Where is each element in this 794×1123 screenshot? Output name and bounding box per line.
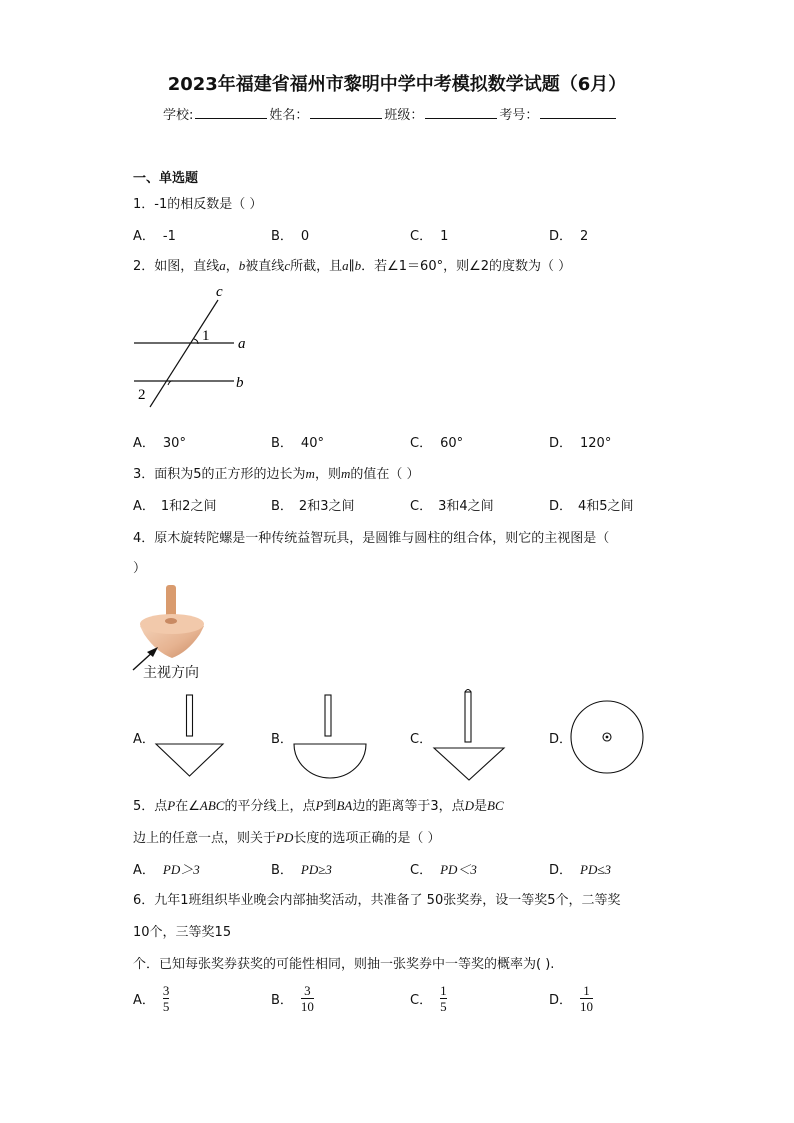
option-value: 4和5之间 [578,499,634,514]
q5-text-part: 5．点 [133,799,168,814]
option-value: 2和3之间 [298,499,355,514]
q1-option-a[interactable] [133,225,176,244]
number-field[interactable] [540,106,616,119]
option-label: C． [410,863,433,878]
question-4-text-line1: 4．原木旋转陀螺是一种传统益智玩具，是圆锥与圆柱的组合体，则它的主视图是（ [133,531,610,546]
q2-var: b [238,258,246,273]
option-label: D． [549,436,573,451]
fraction-numerator: 3 [304,983,311,998]
question-6-text-line1: 6．九年1班组织毕业晚会内部抽奖活动，共准备了 50张奖券，设一等奖5个，二等奖 [133,893,621,908]
q2-text-part: 所截，且 [290,259,343,274]
fraction-denominator: 5 [162,999,170,1014]
option-label: A． [133,993,155,1008]
q2-option-c[interactable] [410,432,463,451]
option-label: D． [549,229,573,244]
option-value: -1 [162,229,176,244]
spinning-top-stem-base [165,618,177,624]
q4-option-c-figure[interactable] [430,686,510,784]
q2-option-b[interactable] [271,432,324,451]
fraction-numerator: 1 [440,983,447,998]
q5-text-part: 到 [323,799,337,814]
q2-var: a∥b [342,258,362,273]
question-6-text-line2: 10个，三等奖15 [133,925,232,940]
question-1-text: 1．-1的相反数是（ ） [133,197,263,212]
q4-option-a-label[interactable]: A． [133,732,155,747]
option-label: C． [410,993,433,1008]
q5-var: BC [487,798,504,813]
q5-text-part: 长度的选项正确的是（ ） [293,831,441,846]
q5-text-part: 是 [474,799,488,814]
label-c: c [216,284,223,300]
q4-option-b-figure[interactable] [291,692,371,782]
option-label: D． [549,499,573,514]
fraction-numerator: 1 [583,983,590,998]
option-fraction [580,983,593,1014]
number-label: 考号： [499,108,539,123]
q5-var: ABC [199,798,225,813]
view-direction-caption: 主视方向 [143,665,199,681]
q5-option-b[interactable] [271,859,332,878]
q4-option-a-figure[interactable] [153,692,227,782]
question-5-text-line1 [133,795,504,814]
option-value: 3和4之间 [438,499,494,514]
student-info-line [163,104,618,123]
q5-text-part: 在∠ [175,799,200,814]
q5-option-a[interactable] [133,859,200,878]
option-value: 30° [162,436,186,451]
option-label: B． [271,993,293,1008]
q3-option-b[interactable] [271,495,354,514]
q2-text-part: ， [225,259,239,274]
option-label: A． [133,436,155,451]
q4-option-b-label[interactable]: B． [271,732,293,747]
option-label: D． [549,863,573,878]
q2-option-d[interactable] [549,432,611,451]
option-fraction [440,983,447,1014]
line-c [150,300,218,407]
q2-option-a[interactable] [133,432,186,451]
q3-text-part: ，则 [314,467,341,482]
label-angle-2: 2 [138,387,146,403]
option-fraction [301,983,314,1014]
page-title: 2023年福建省福州市黎明中学中考模拟数学试题（6月） [167,74,627,95]
option-label: D． [549,993,573,1008]
q2-text-part: ．若∠1＝60°，则∠2的度数为（ ） [361,259,572,274]
fraction-denominator: 5 [440,999,447,1014]
q1-option-b[interactable] [271,225,309,244]
q6-option-b[interactable] [271,983,314,1014]
option-value: 120° [580,436,612,451]
option-value: PD≤3 [580,862,611,877]
q3-option-a[interactable] [133,495,216,514]
q5-text-part: 边上的任意一点，则关于 [133,831,277,846]
q5-var: PD [276,830,294,845]
question-3-text [133,463,419,482]
q3-option-d[interactable] [549,495,634,514]
q4-option-d-label[interactable]: D． [549,732,573,747]
option-value: 1和2之间 [160,499,217,514]
option-label: C． [410,499,433,514]
q5-option-c[interactable] [410,859,477,878]
q4-option-d-figure[interactable] [569,699,647,777]
q2-text-part: 2．如图，直线 [133,259,220,274]
option-label: B． [271,229,293,244]
q2-text-part: 被直线 [245,259,285,274]
label-b: b [236,375,244,391]
option-label: C． [410,229,433,244]
option-label: B． [271,436,293,451]
option-value: 2 [580,229,589,244]
spinning-top-top-face [140,614,204,634]
question-5-text-line2 [133,827,441,846]
school-label: 学校: [163,108,194,123]
option-value: 60° [440,436,464,451]
q5-text-part: 的平分线上，点 [224,799,316,814]
q3-var: m [305,466,315,481]
option-label: A． [133,863,155,878]
q1-option-d[interactable] [549,225,588,244]
fraction-denominator: 10 [580,999,594,1014]
class-label: 班级： [384,108,424,123]
question-2-text [133,255,571,274]
q2-var: a [219,258,226,273]
q5-var: D [464,798,474,813]
option-label: A． [133,499,155,514]
q2-parallel-lines-figure [128,282,258,410]
q5-option-d[interactable] [549,859,611,878]
option-value: 0 [300,229,310,244]
option-label: B． [271,863,293,878]
option-fraction [163,983,170,1014]
name-field[interactable] [310,106,382,119]
q3-text-part: 3．面积为5的正方形的边长为 [133,467,306,482]
label-a: a [238,336,246,352]
option-value: PD≥3 [300,862,332,877]
section-title: 一、单选题 [133,171,199,186]
label-angle-1: 1 [202,328,210,344]
q6-option-c[interactable] [410,983,447,1014]
q2-var: c [284,258,291,273]
question-6-text-line3: 个．已知每张奖券获奖的可能性相同，则抽一张奖券中一等奖的概率为( ). [133,957,555,972]
option-label: A． [133,229,155,244]
class-field[interactable] [425,106,497,119]
q3-var: m [340,466,351,481]
q5-text-part: 边的距离等于3，点 [352,799,465,814]
option-value: PD＜3 [440,862,477,877]
q6-option-d[interactable] [549,983,593,1014]
q3-option-c[interactable] [410,495,494,514]
q4-option-c-label[interactable]: C． [410,732,433,747]
option-value: PD＞3 [162,862,200,877]
question-4-text-line2: ） [133,561,147,576]
option-label: B． [271,499,293,514]
q3-text-part: 的值在（ ） [350,467,420,482]
q5-var: BA [336,798,353,813]
name-label: 姓名： [269,108,309,123]
option-label: C． [410,436,433,451]
fraction-denominator: 10 [300,999,314,1014]
q5-var: P [315,798,324,813]
option-value: 40° [300,436,324,451]
option-value: 1 [440,229,449,244]
q6-option-a[interactable] [133,983,169,1014]
fraction-numerator: 3 [162,983,170,998]
school-field[interactable] [195,106,267,119]
q1-option-c[interactable] [410,225,448,244]
q5-var: P [167,798,176,813]
